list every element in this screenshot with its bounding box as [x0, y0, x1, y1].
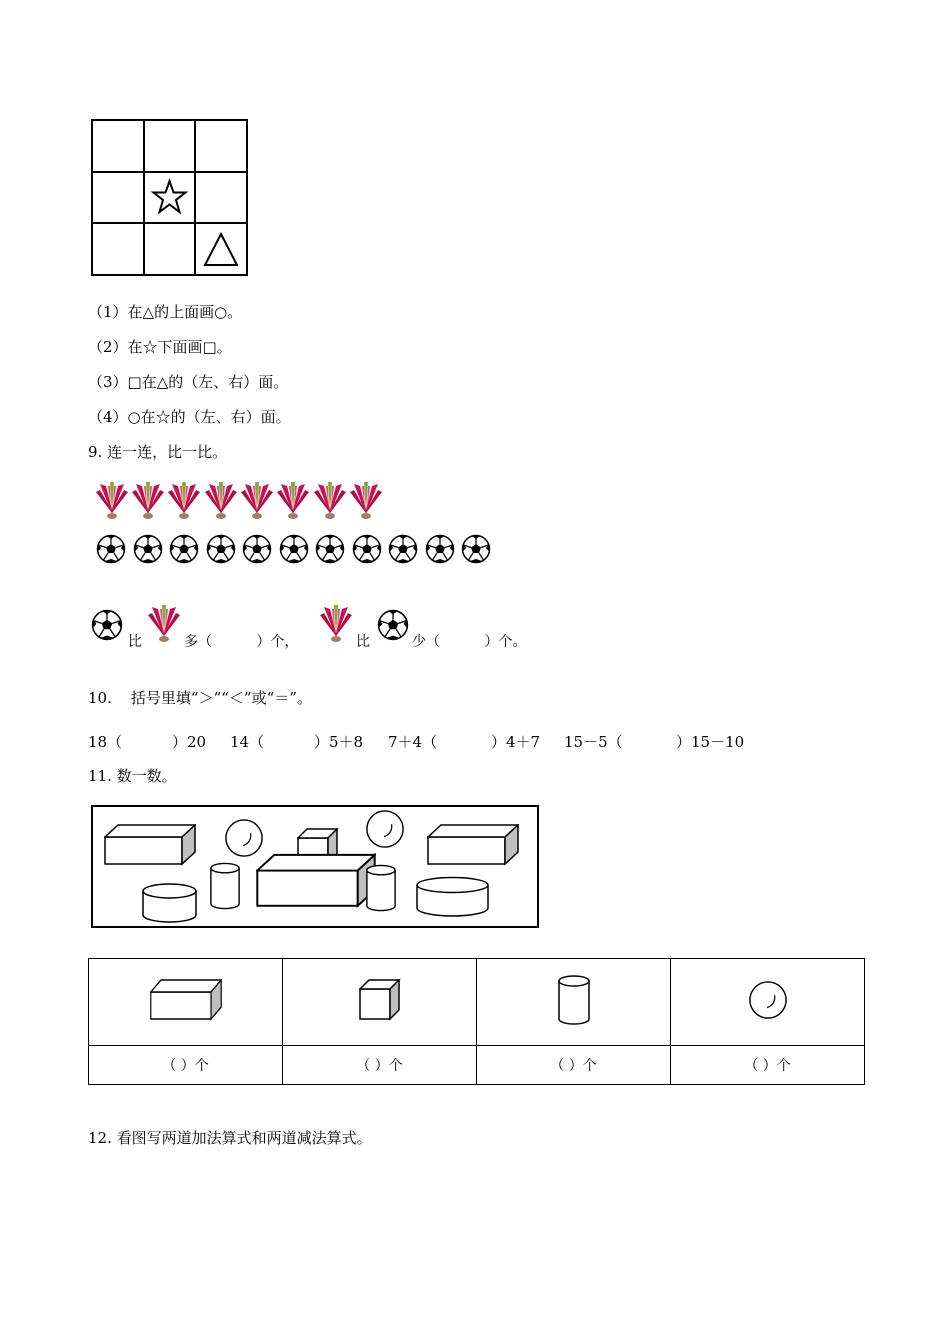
shuttlecock-icon [130, 480, 166, 520]
shapes-picture [91, 805, 539, 928]
soccer-ball-icon [279, 534, 309, 564]
soccer-ball-icon [377, 609, 409, 641]
q10-item-4-left: 15－5（ [564, 733, 623, 751]
table-cell-cuboid [89, 959, 283, 1046]
q8-item-4: （4）○在☆的（左、右）面。 [88, 408, 291, 426]
cylinder-icon [415, 876, 490, 918]
q10-title: 10. 括号里填“＞”“＜”或“＝”。 [88, 689, 312, 707]
shuttlecock-icon [275, 480, 311, 520]
soccer-ball-icon [206, 534, 236, 564]
q12-title: 12. 看图写两道加法算式和两道减法算式。 [88, 1129, 372, 1147]
cube-icon [359, 979, 401, 1021]
cylinder-icon [209, 861, 241, 911]
q8-item-1: （1）在△的上面画○。 [88, 303, 243, 321]
q10-item-2-left: 14（ [230, 733, 265, 751]
soccer-ball-icon [169, 534, 199, 564]
soccer-ball-icon [96, 534, 126, 564]
answer-sphere[interactable]: （ ）个 [671, 1046, 865, 1085]
cuboid-icon [256, 852, 376, 910]
shuttlecock-icon [318, 601, 354, 645]
triangle-icon [205, 234, 237, 265]
compare-less-text: 少（ ）个。 [412, 634, 527, 650]
answer-cuboid[interactable]: （ ）个 [89, 1046, 283, 1085]
compare-more-text: 多（ ）个， [184, 634, 299, 650]
q10-item-3-right: ）4＋7 [491, 733, 541, 751]
cuboid-icon [150, 979, 222, 1021]
table-cell-sphere [671, 959, 865, 1046]
soccer-ball-icon [425, 534, 455, 564]
q9-title: 9. 连一连，比一比。 [88, 443, 228, 461]
shuttlecock-icon [203, 480, 239, 520]
q10-item-2-right: ）5＋8 [314, 733, 364, 751]
q10-item-1-right: ）20 [172, 733, 207, 751]
q10-item-1-left: 18（ [88, 733, 123, 751]
soccer-ball-icon [91, 609, 123, 641]
shuttlecock-icon [146, 601, 182, 645]
position-grid [90, 118, 250, 278]
table-cell-cylinder [477, 959, 671, 1046]
cylinder-icon [557, 974, 591, 1026]
q11-title: 11. 数一数。 [88, 767, 177, 785]
soccer-ball-row [96, 534, 496, 566]
q8-item-3: （3）□在△的（左、右）面。 [88, 373, 289, 391]
soccer-ball-icon [461, 534, 491, 564]
sphere-icon [365, 809, 405, 849]
q8-item-2: （2）在☆下面画□。 [88, 338, 232, 356]
q10-item-3-left: 7＋4（ [388, 733, 438, 751]
soccer-ball-icon [315, 534, 345, 564]
shuttlecock-icon [348, 480, 384, 520]
cuboid-icon [104, 824, 196, 866]
shuttlecock-icon [166, 480, 202, 520]
q10-item-4-right: ）15－10 [676, 733, 745, 751]
shuttlecock-icon [239, 480, 275, 520]
soccer-ball-icon [352, 534, 382, 564]
table-cell-cube [283, 959, 477, 1046]
shuttlecock-row [94, 480, 394, 522]
shuttlecock-icon [94, 480, 130, 520]
shuttlecock-icon [312, 480, 348, 520]
compare-bi-2: 比 [356, 634, 370, 650]
soccer-ball-icon [242, 534, 272, 564]
cylinder-icon [365, 863, 397, 913]
soccer-ball-icon [388, 534, 418, 564]
compare-bi-1: 比 [128, 634, 142, 650]
soccer-ball-icon [133, 534, 163, 564]
shape-count-table [88, 958, 865, 1085]
answer-cube[interactable]: （ ）个 [283, 1046, 477, 1085]
cuboid-icon [427, 824, 519, 866]
star-icon [154, 181, 186, 212]
sphere-icon [748, 980, 788, 1020]
cylinder-icon [141, 882, 198, 924]
answer-cylinder[interactable]: （ ）个 [477, 1046, 671, 1085]
